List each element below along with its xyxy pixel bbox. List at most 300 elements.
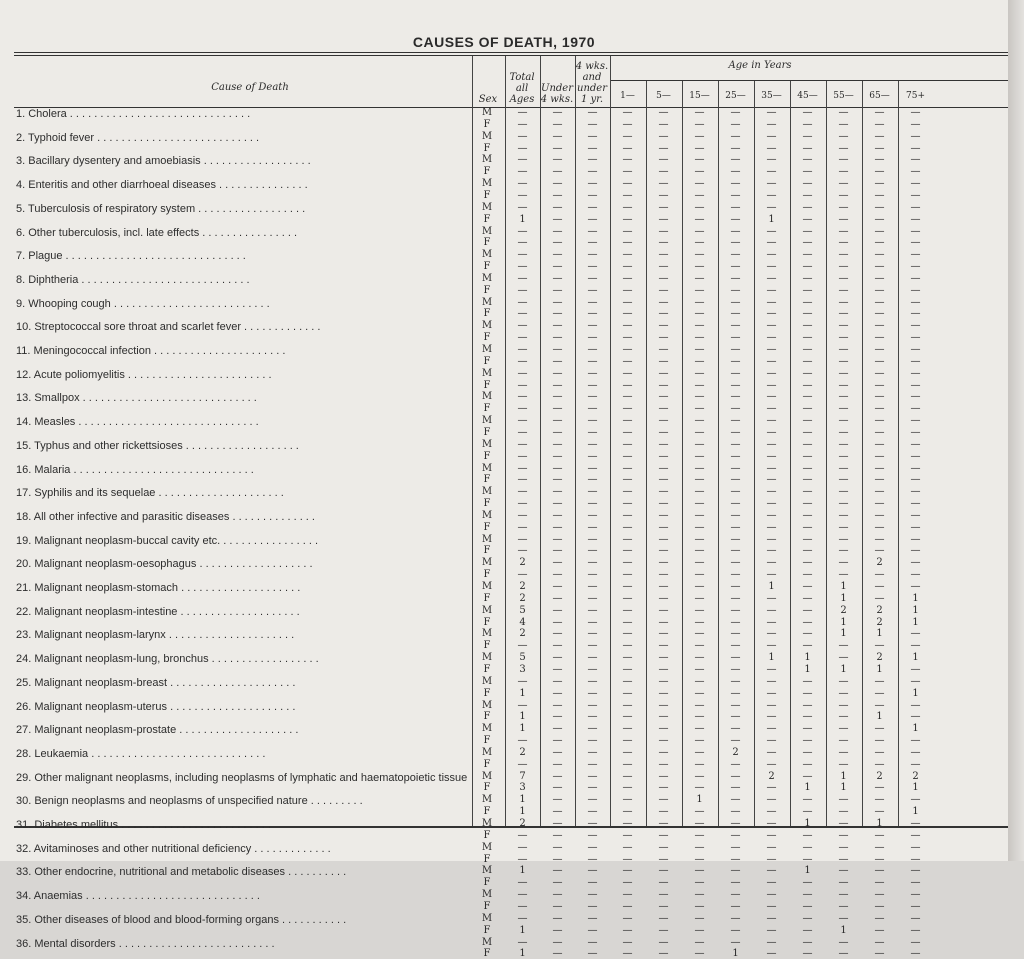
table-cell: — [587, 889, 598, 901]
table-cell: — [838, 806, 849, 818]
table-cell: — [658, 640, 669, 652]
table-cell: — [658, 569, 669, 581]
table-cell: — [552, 877, 563, 889]
table-cell: — [802, 581, 813, 592]
total-header-2: all [515, 83, 529, 94]
table-cell: — [587, 711, 598, 723]
table-cell: — [766, 367, 777, 379]
table-cell: — [730, 699, 741, 711]
table-cell: 1 [912, 652, 919, 664]
table-cell: — [838, 687, 849, 699]
table-cell: — [802, 344, 813, 355]
table-cell: — [802, 391, 813, 403]
table-cell: — [587, 640, 598, 652]
table-cell: — [766, 794, 777, 806]
table-cell: — [587, 912, 598, 924]
age-group-header: 45— [797, 91, 818, 101]
table-cell: — [517, 308, 528, 320]
table-cell: — [910, 474, 921, 486]
table-cell: — [552, 533, 563, 545]
table-cell: — [517, 367, 528, 379]
sex-label: F [483, 332, 491, 344]
table-cell: 1 [876, 711, 883, 723]
table-cell: — [694, 711, 705, 723]
table-cell: — [730, 284, 741, 296]
table-cell: — [552, 367, 563, 379]
table-cell: — [730, 438, 741, 450]
table-cell: — [838, 403, 849, 415]
table-cell: — [622, 261, 633, 273]
table-cell: — [874, 687, 885, 699]
table-cell: — [658, 344, 669, 355]
table-cell: — [766, 782, 777, 794]
table-cell: — [730, 178, 741, 190]
table-cell: — [766, 486, 777, 498]
table-cell: — [802, 628, 813, 640]
sex-label: F [483, 474, 491, 486]
table-cell: — [874, 841, 885, 853]
table-cell: — [517, 758, 528, 770]
table-cell: — [874, 806, 885, 818]
table-cell: — [658, 509, 669, 521]
table-cell: — [622, 569, 633, 581]
sex-label: F [483, 189, 491, 201]
table-cell: — [802, 829, 813, 841]
table-cell: — [658, 474, 669, 486]
table-cell: — [766, 272, 777, 284]
table-cell: — [658, 806, 669, 818]
table-cell: — [587, 237, 598, 249]
table-cell: — [622, 616, 633, 628]
table-cell: — [658, 130, 669, 142]
table-cell: — [910, 509, 921, 521]
table-cell: — [766, 332, 777, 344]
table-cell: — [802, 154, 813, 166]
cause-label: 21. Malignant neoplasm-stomach . . . . . . . . . . . . . . . . . . . . [16, 582, 301, 594]
table-cell: — [874, 438, 885, 450]
table-cell: — [910, 794, 921, 806]
table-cell: — [730, 628, 741, 640]
table-cell: — [658, 924, 669, 936]
sex-label: M [481, 889, 493, 901]
table-cell: — [658, 746, 669, 758]
table-cell: — [694, 853, 705, 865]
age-group-header: 15— [689, 91, 710, 101]
table-cell: — [766, 675, 777, 687]
table-cell: — [587, 533, 598, 545]
table-cell: — [517, 509, 528, 521]
table-cell: — [552, 450, 563, 462]
table-cell: — [910, 130, 921, 142]
table-cell: — [658, 154, 669, 166]
table-cell: — [910, 889, 921, 901]
table-cell: — [874, 912, 885, 924]
table-cell: — [802, 841, 813, 853]
table-cell: — [730, 936, 741, 948]
table-cell: — [910, 438, 921, 450]
table-cell: — [838, 107, 849, 118]
table-cell: 2 [876, 604, 883, 616]
table-cell: — [910, 142, 921, 154]
table-cell: — [552, 249, 563, 261]
table-cell: — [730, 853, 741, 865]
table-cell: — [694, 237, 705, 249]
table-cell: — [658, 308, 669, 320]
table-cell: — [730, 154, 741, 166]
table-cell: — [766, 628, 777, 640]
table-cell: — [838, 426, 849, 438]
table-cell: — [730, 877, 741, 889]
sex-label: M [481, 533, 493, 545]
table-cell: — [802, 924, 813, 936]
table-cell: — [658, 818, 669, 829]
table-cell: — [874, 142, 885, 154]
sex-label: M [481, 344, 493, 355]
table-cell: — [517, 699, 528, 711]
table-cell: — [694, 391, 705, 403]
table-cell: — [838, 213, 849, 225]
table-cell: — [587, 118, 598, 130]
table-cell: — [730, 865, 741, 877]
table-cell: — [802, 794, 813, 806]
table-cell: — [587, 225, 598, 237]
table-cell: — [910, 391, 921, 403]
table-cell: — [766, 877, 777, 889]
table-cell: — [802, 640, 813, 652]
page-edge [1008, 0, 1024, 861]
table-cell: — [587, 166, 598, 178]
table-cell: — [802, 675, 813, 687]
table-cell: — [694, 438, 705, 450]
table-cell: — [552, 486, 563, 498]
sex-label: M [481, 367, 493, 379]
sex-label: F [483, 403, 491, 415]
table-cell: — [517, 486, 528, 498]
table-cell: — [622, 936, 633, 948]
table-cell: — [694, 320, 705, 332]
sex-label: M [481, 249, 493, 261]
table-cell: — [622, 284, 633, 296]
table-cell: — [552, 284, 563, 296]
table-cell: — [694, 628, 705, 640]
table-cell: — [622, 462, 633, 474]
sex-label: M [481, 746, 493, 758]
table-cell: — [694, 723, 705, 735]
table-cell: — [694, 758, 705, 770]
table-cell: 1 [840, 663, 847, 675]
table-cell: — [552, 355, 563, 367]
table-cell: — [838, 557, 849, 569]
table-cell: — [910, 486, 921, 498]
table-cell: — [874, 249, 885, 261]
table-cell: — [874, 569, 885, 581]
table-cell: — [587, 877, 598, 889]
table-cell: — [694, 403, 705, 415]
table-cell: — [730, 225, 741, 237]
table-cell: — [730, 557, 741, 569]
table-cell: — [552, 213, 563, 225]
sex-label: F [483, 782, 491, 794]
table-cell: — [766, 640, 777, 652]
table-cell: — [552, 948, 563, 959]
table-cell: 1 [912, 806, 919, 818]
table-cell: — [694, 865, 705, 877]
table-cell: — [874, 723, 885, 735]
table-cell: — [517, 237, 528, 249]
table-cell: — [552, 853, 563, 865]
table-cell: — [910, 545, 921, 557]
table-cell: — [622, 178, 633, 190]
table-cell: — [802, 142, 813, 154]
sex-label: M [481, 201, 493, 213]
table-cell: — [517, 296, 528, 308]
table-cell: — [910, 924, 921, 936]
table-cell: — [587, 213, 598, 225]
table-cell: — [622, 403, 633, 415]
table-cell: — [622, 699, 633, 711]
table-cell: — [874, 948, 885, 959]
sex-label: F [483, 853, 491, 865]
table-cell: — [517, 877, 528, 889]
table-cell: — [910, 426, 921, 438]
table-cell: — [622, 628, 633, 640]
table-cell: — [517, 498, 528, 510]
table-cell: — [730, 616, 741, 628]
table-cell: — [552, 675, 563, 687]
table-cell: — [517, 936, 528, 948]
table-cell: — [874, 189, 885, 201]
table-cell: — [658, 711, 669, 723]
table-cell: — [910, 249, 921, 261]
table-cell: — [552, 735, 563, 747]
table-cell: — [658, 201, 669, 213]
table-cell: — [766, 261, 777, 273]
table-cell: 1 [768, 213, 775, 225]
table-cell: — [874, 201, 885, 213]
table-cell: — [517, 569, 528, 581]
table-cell: — [802, 557, 813, 569]
table-cell: — [517, 415, 528, 427]
table-cell: — [622, 889, 633, 901]
table-cell: — [766, 699, 777, 711]
table-cell: — [622, 592, 633, 604]
table-cell: — [694, 782, 705, 794]
table-cell: — [552, 166, 563, 178]
table-cell: — [910, 261, 921, 273]
table-cell: — [802, 367, 813, 379]
table-cell: 1 [519, 687, 526, 699]
table-cell: — [874, 426, 885, 438]
sex-label: M [481, 320, 493, 332]
table-cell: — [587, 403, 598, 415]
table-cell: — [694, 924, 705, 936]
table-cell: — [802, 758, 813, 770]
table-cell: — [766, 438, 777, 450]
table-cell: — [766, 189, 777, 201]
table-cell: — [552, 189, 563, 201]
table-cell: — [552, 794, 563, 806]
table-cell: — [517, 450, 528, 462]
sex-label: M [481, 272, 493, 284]
table-cell: — [910, 166, 921, 178]
table-cell: — [838, 521, 849, 533]
table-cell: — [517, 521, 528, 533]
table-cell: — [838, 829, 849, 841]
table-cell: — [552, 841, 563, 853]
table-cell: — [910, 735, 921, 747]
table-cell: — [910, 829, 921, 841]
table-cell: 1 [804, 865, 811, 877]
table-cell: — [694, 344, 705, 355]
table-cell: — [730, 640, 741, 652]
sex-label: M [481, 723, 493, 735]
table-cell: — [658, 415, 669, 427]
table-cell: — [838, 225, 849, 237]
table-cell: — [802, 936, 813, 948]
table-cell: — [730, 249, 741, 261]
table-cell: — [838, 675, 849, 687]
table-cell: — [874, 794, 885, 806]
table-cell: — [552, 829, 563, 841]
sex-label: F [483, 592, 491, 604]
table-cell: — [658, 794, 669, 806]
age-in-years-header: Age in Years [728, 60, 792, 71]
table-cell: — [658, 581, 669, 592]
table-cell: 1 [804, 663, 811, 675]
table-cell: — [622, 841, 633, 853]
cause-label: 4. Enteritis and other diarrhoeal diseases . . . . . . . . . . . . . . . [16, 179, 308, 192]
sex-label: F [483, 118, 491, 130]
table-cell: — [517, 426, 528, 438]
table-cell: — [552, 142, 563, 154]
table-cell: 2 [876, 557, 883, 569]
cause-label: 36. Mental disorders . . . . . . . . . . . . . . . . . . . . . . . . . . [16, 937, 275, 950]
table-cell: — [874, 462, 885, 474]
table-cell: — [622, 545, 633, 557]
table-cell: — [874, 924, 885, 936]
table-cell: — [587, 391, 598, 403]
table-cell: — [694, 213, 705, 225]
table-cell: — [838, 509, 849, 521]
table-cell: — [622, 794, 633, 806]
table-cell: — [766, 806, 777, 818]
table-cell: 1 [804, 652, 811, 664]
table-cell: — [694, 450, 705, 462]
table-cell: — [517, 332, 528, 344]
table-cell: — [587, 189, 598, 201]
table-cell: — [622, 652, 633, 664]
table-cell: — [622, 687, 633, 699]
table-cell: — [552, 711, 563, 723]
table-cell: — [730, 498, 741, 510]
table-cell: — [587, 628, 598, 640]
table-cell: — [910, 557, 921, 569]
table-cell: — [874, 699, 885, 711]
table-cell: — [766, 533, 777, 545]
table-cell: — [730, 391, 741, 403]
table-cell: — [587, 284, 598, 296]
table-cell: — [622, 604, 633, 616]
table-cell: — [658, 107, 669, 118]
table-cell: — [910, 581, 921, 592]
table-cell: — [552, 889, 563, 901]
table-cell: — [658, 841, 669, 853]
table-cell: 1 [876, 818, 883, 829]
table-cell: — [730, 213, 741, 225]
table-cell: — [622, 130, 633, 142]
table-cell: — [874, 355, 885, 367]
table-cell: — [658, 178, 669, 190]
sex-label: M [481, 486, 493, 498]
sex-label: F [483, 308, 491, 320]
table-cell: — [622, 391, 633, 403]
table-cell: — [622, 640, 633, 652]
table-cell: — [730, 272, 741, 284]
table-cell: — [730, 604, 741, 616]
table-cell: 5 [519, 604, 526, 616]
table-cell: — [874, 118, 885, 130]
table-cell: — [552, 746, 563, 758]
sex-label: M [481, 818, 493, 829]
cause-label: 30. Benign neoplasms and neoplasms of unspecified nature . . . . . . . . . [16, 795, 363, 808]
table-cell: 1 [804, 818, 811, 829]
table-cell: — [910, 403, 921, 415]
table-cell: — [517, 272, 528, 284]
table-cell: — [838, 900, 849, 912]
table-cell: — [730, 296, 741, 308]
table-cell: — [766, 687, 777, 699]
table-cell: — [766, 426, 777, 438]
table-cell: — [766, 711, 777, 723]
sex-label: F [483, 166, 491, 178]
table-cell: — [838, 723, 849, 735]
sex-label: F [483, 640, 491, 652]
table-cell: — [658, 877, 669, 889]
table-cell: — [694, 130, 705, 142]
sex-label: M [481, 178, 493, 190]
table-cell: — [874, 415, 885, 427]
table-cell: — [587, 829, 598, 841]
table-cell: — [587, 865, 598, 877]
table-cell: — [874, 154, 885, 166]
cause-label: 8. Diphtheria . . . . . . . . . . . . . . . . . . . . . . . . . . . . [16, 273, 250, 286]
table-cell: — [802, 912, 813, 924]
table-cell: — [838, 332, 849, 344]
sex-label: M [481, 604, 493, 616]
table-cell: — [910, 877, 921, 889]
table-cell: — [802, 545, 813, 557]
table-cell: — [587, 592, 598, 604]
table-cell: — [874, 320, 885, 332]
table-cell: — [552, 391, 563, 403]
sex-label: F [483, 545, 491, 557]
table-cell: — [766, 498, 777, 510]
table-cell: — [910, 498, 921, 510]
table-cell: — [838, 936, 849, 948]
table-cell: 2 [912, 770, 919, 782]
cause-label: 7. Plague . . . . . . . . . . . . . . . . . . . . . . . . . . . . . . [16, 250, 246, 263]
table-cell: — [552, 604, 563, 616]
table-cell: — [730, 652, 741, 664]
table-cell: 2 [519, 818, 526, 829]
table-cell: — [874, 225, 885, 237]
table-cell: — [622, 782, 633, 794]
table-cell: — [694, 367, 705, 379]
cause-label: 35. Other diseases of blood and blood-forming organs . . . . . . . . . . . [16, 913, 347, 926]
table-cell: — [838, 438, 849, 450]
table-cell: — [552, 308, 563, 320]
table-cell: — [517, 841, 528, 853]
